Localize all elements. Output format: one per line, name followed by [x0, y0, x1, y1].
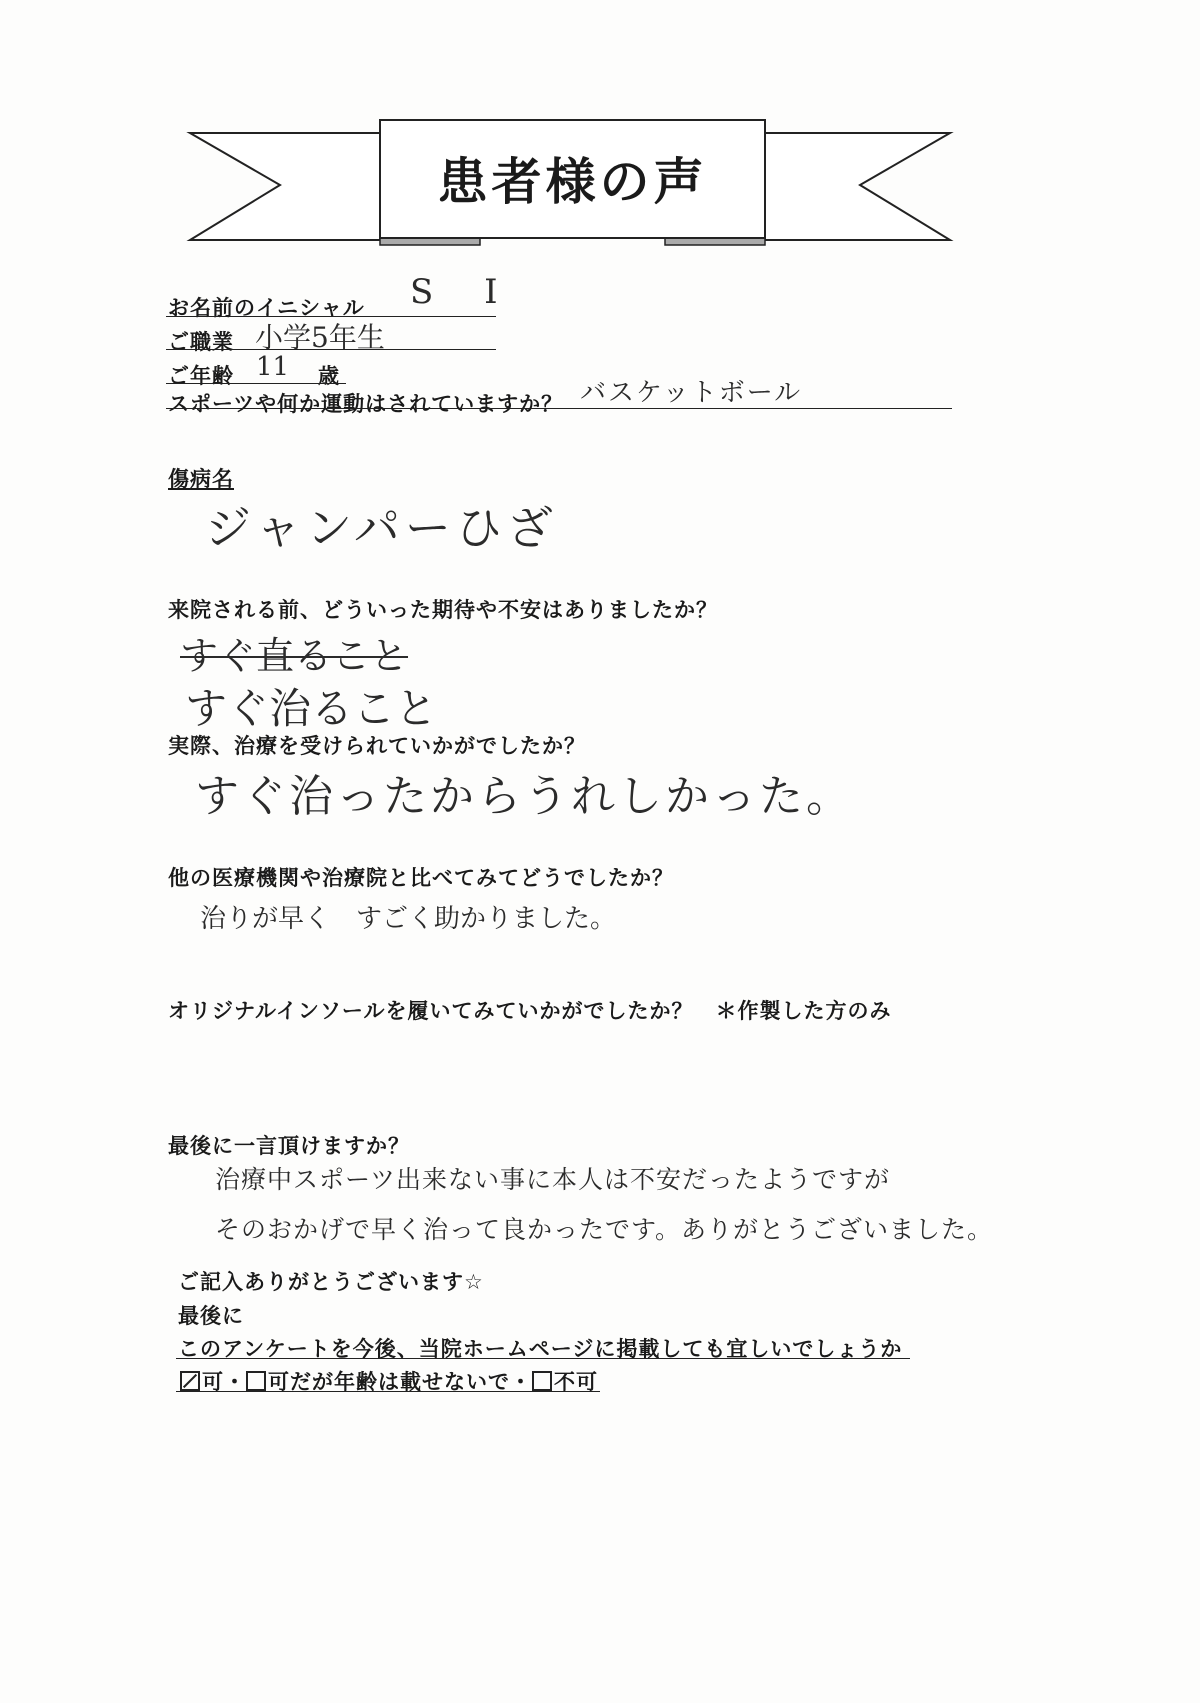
answer-injury: ジャンパーひざ — [205, 501, 558, 555]
consent-underline — [176, 1358, 910, 1359]
sport-value: バスケットボール — [580, 378, 803, 408]
occupation-value: 小学5年生 — [255, 321, 385, 354]
answer-comparison: 治りが早く すごく助かりました。 — [200, 904, 617, 934]
age-value: 11 — [256, 352, 290, 382]
answer-final-comment-line1: 治療中スポーツ出来ない事に本人は不安だったようですが — [215, 1165, 891, 1194]
question-injury: 傷病名 — [168, 467, 234, 491]
sport-underline — [166, 408, 952, 409]
question-expectations: 来院される前、どういった期待や不安はありましたか？ — [168, 598, 718, 622]
checkbox-not-allowed[interactable] — [532, 1371, 552, 1391]
consent-question: このアンケートを今後、当院ホームページに掲載しても宜しいでしょうか — [178, 1337, 903, 1361]
option-not-allowed-label: 不可 — [554, 1370, 598, 1394]
answer-actual: すぐ治ったからうれしかった。 — [195, 771, 853, 822]
page-title: 患者様の声 — [437, 153, 708, 211]
option-allowed-label: 可 — [202, 1370, 224, 1394]
age-underline — [166, 383, 346, 384]
occupation-underline — [166, 349, 496, 350]
question-final-comment: 最後に一言頂けますか？ — [168, 1134, 410, 1158]
checkbox-allowed[interactable] — [180, 1371, 200, 1391]
age-label: ご年齢 — [168, 364, 234, 388]
separator: ・ — [224, 1370, 246, 1394]
last-label: 最後に — [178, 1304, 244, 1328]
options-underline — [176, 1391, 600, 1392]
occupation-label: ご職業 — [168, 330, 234, 354]
answer-expectations-struck: すぐ直ること — [180, 634, 409, 678]
option-allowed-no-age-label: 可だが年齢は載せないで — [268, 1370, 510, 1394]
answer-expectations: すぐ治ること — [185, 684, 438, 733]
separator: ・ — [510, 1370, 532, 1394]
answer-final-comment-line2: そのおかげで早く治って良かったです。ありがとうございました。 — [215, 1215, 994, 1244]
checkbox-allowed-no-age[interactable] — [246, 1371, 266, 1391]
thanks-text: ご記入ありがとうございます☆ — [178, 1270, 484, 1294]
question-comparison: 他の医療機関や治療院と比べてみてどうでしたか？ — [168, 866, 674, 890]
initials-label: お名前のイニシャル — [168, 296, 365, 320]
question-insole: オリジナルインソールを履いてみていかがでしたか？ ＊作製した方のみ — [168, 999, 892, 1023]
initials-value: S I — [410, 272, 518, 312]
question-actual: 実際、治療を受けられていかがでしたか？ — [168, 734, 586, 758]
age-unit: 歳 — [318, 364, 340, 388]
sport-label: スポーツや何か運動はされていますか？ — [168, 392, 564, 416]
